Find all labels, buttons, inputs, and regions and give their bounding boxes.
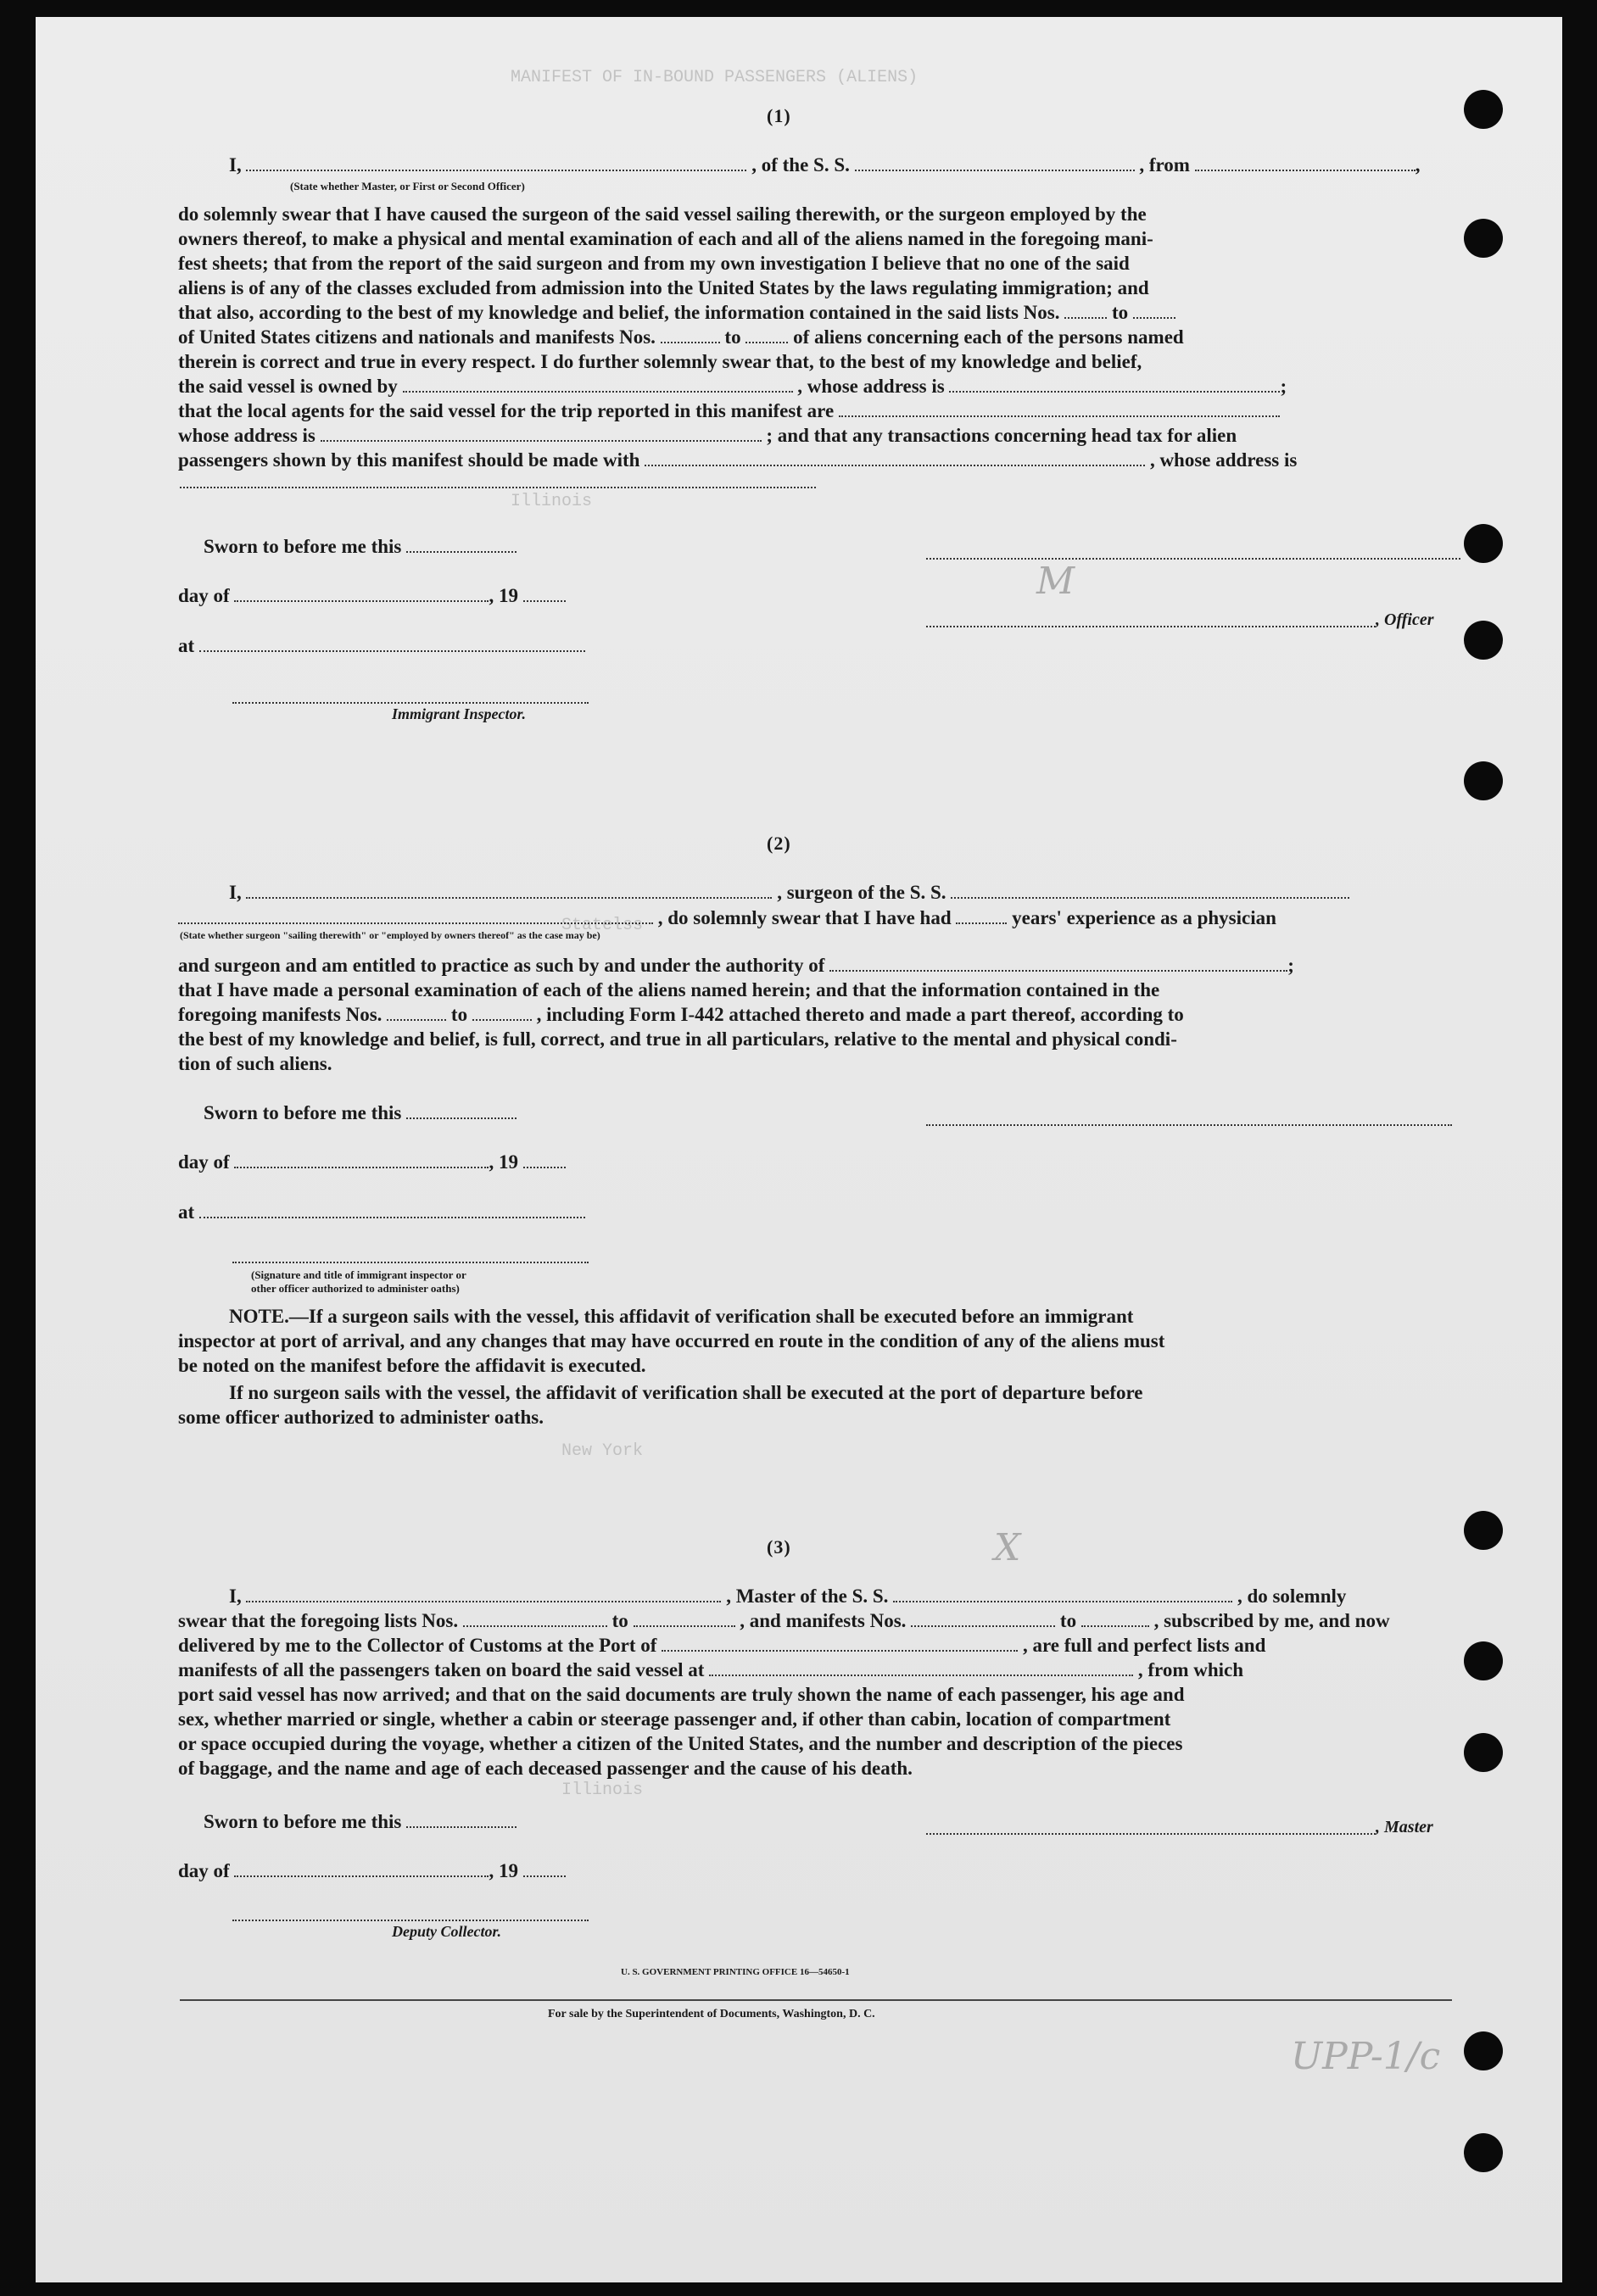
s2-inspector-line[interactable] <box>232 1260 589 1263</box>
s1-line-4: fest sheets; that from the report of the said surgeon and from my own investigation I believe that no one of the said <box>178 253 1130 274</box>
note-line-4: If no surgeon sails with the vessel, the affidavit of verification shall be executed at the port of departure before <box>229 1382 1143 1403</box>
s1-line-9: the said vessel is owned by , whose address is ; <box>178 376 1287 397</box>
s2-line-7: tion of such aliens. <box>178 1053 332 1074</box>
s3-line-7: or space occupied during the voyage, whether a citizen of the United States, and the number and description of the pieces <box>178 1733 1183 1754</box>
note-line-2: inspector at port of arrival, and any changes that may have occurred en route in the condition of any of the aliens must <box>178 1330 1165 1351</box>
s2-line-3: and surgeon and am entitled to practice as such by and under the authority of ; <box>178 955 1294 976</box>
punch-hole <box>1464 1511 1503 1550</box>
punch-hole <box>1464 524 1503 563</box>
master-label: , Master <box>1376 1818 1433 1836</box>
printing-office-mark: U. S. GOVERNMENT PRINTING OFFICE 16—54650-1 <box>621 1967 850 1977</box>
punch-hole <box>1464 219 1503 258</box>
punch-hole <box>1464 1733 1503 1772</box>
s1-sworn: Sworn to before me this <box>178 534 619 560</box>
s3-sworn: Sworn to before me this <box>178 1809 619 1835</box>
immigrant-inspector-label: Immigrant Inspector. <box>392 705 527 722</box>
s1-line-1: I, , of the S. S. , from , <box>229 154 1421 176</box>
footer-text: For sale by the Superintendent of Documents, Washington, D. C. <box>548 2008 875 2020</box>
note-line-5: some officer authorized to administer oaths. <box>178 1407 544 1428</box>
section-3-title: (3) <box>767 1536 791 1558</box>
footer-rule <box>180 1999 1452 2001</box>
document-page: MANIFEST OF IN-BOUND PASSENGERS (ALIENS) Illinois Statelss New York Illinois M X UPP-1/c (1) I, , of the S. S. , from , (State whether Master, or First or Second Officer) do solemnly swear that I have caused the surgeon of the said vessel sailing therewith, or the surgeon employed by the owners thereof, to make a physical and mental examination of each and all of the aliens named in the foregoing mani- fest sheets; that from the report of the said surgeon and from my own investigation I believe that no one of the said aliens is of any of the classes excluded from admission into the United States by the laws regulating immigration; and that also, according to the best of my knowledge and belief, the information contained in the said lists Nos. to of United States citizens and nationals and manifests Nos. to of aliens concerning each of the persons named therein is correct and true in every respect. I do further solemnly swear that, to the best of my knowledge and belief, the said vessel is owned by , whose address is ; that the local agents for the said vessel for the trip reported in this manifest are whose address is ; and that any transactions concerning head tax for alien passengers shown by this manifest should be made with , whose address is Sworn to before me this day of , 19 , Officer at Immigrant Inspector. (2) I, , surgeon of the S. S. , do solemnly swear that I have had years' experience as a physician (State whether surgeon "sailing therewith" or "employed by owners thereof" as the case may be) and surgeon and am entitled to practice as such by and under the authority of ; that I have made a personal examination of each of the aliens named herein; and that the information contained in the foregoing manifests Nos. to , including Form I-442 attached thereto and made a part thereof, according to the best of my knowledge and belief, is full, correct, and true in all particulars, relative to the mental and physical condi- tion of such aliens. Sworn to before me this day of , 19 at (Signature and title of immigrant inspector or other officer authorized to administer oaths) NOTE.—If a surgeon sails with the vessel, this affidavit of verification shall be executed before an immigrant inspector at port of arrival, and any changes that may have occurred en route in the condition of any of the aliens must be noted on the manifest before the affidavit is executed. If no surgeon sails with the vessel, the affidavit of verification shall be executed at the port of departure before some officer authorized to administer oaths. (3) I, , Master of the S. S. , do solemnly swear that the foregoing lists Nos. to , and manifests Nos. to , subscribed by me, and now delivered by me to the Collector of Customs at the Port of , are full and perfect lists and manifests of all the passengers taken on board the said vessel at , from which port said vessel has now arrived; and that on the said documents are truly shown the name of each passenger, his age and sex, whether married or single, whether a cabin or steerage passenger and, if other than cabin, location of compartment or space occupied during the voyage, whether a citizen of the United States, and the number and description of the pieces of baggage, and the name and age of each deceased passenger and the cause of his death. Sworn to before me this , Master day of , 19 Deputy Collector. U. S. GOVERNMENT PRINTING OFFICE 16—54650-1 For sale by the Superintendent of Documents, Washington, D. C. <box>36 17 1562 2282</box>
s2-line-1: I, , surgeon of the S. S. <box>178 880 1459 906</box>
s2-day: day of , 19 <box>178 1150 619 1175</box>
s1-day: day of , 19 <box>178 583 619 609</box>
officer-label: , Officer <box>1376 610 1434 629</box>
s3-line-5: port said vessel has now arrived; and that on the said documents are truly shown the name of each passenger, his age and <box>178 1684 1185 1705</box>
s3-line-2: swear that the foregoing lists Nos. to , and manifests Nos. to , subscribed by me, and now <box>178 1610 1390 1631</box>
deputy-collector-label: Deputy Collector. <box>392 1923 501 1940</box>
s1-line-7: of United States citizens and nationals and manifests Nos. to of aliens concerning each of the persons named <box>178 326 1184 348</box>
s3-line-4: manifests of all the passengers taken on board the said vessel at , from which <box>178 1659 1244 1680</box>
s3-line-6: sex, whether married or single, whether a cabin or steerage passenger and, if other than cabin, location of compartment <box>178 1708 1171 1730</box>
s2-caption: (State whether surgeon "sailing therewith" or "employed by owners thereof" as the case may be) <box>180 929 600 941</box>
s1-line-3: owners thereof, to make a physical and mental examination of each and all of the aliens named in the foregoing mani- <box>178 228 1153 249</box>
master-signature-line[interactable] <box>926 1831 1376 1835</box>
s1-at: at <box>178 633 619 659</box>
punch-hole <box>1464 2031 1503 2070</box>
s2-sig-caption-1: (Signature and title of immigrant inspector or <box>251 1268 466 1281</box>
s1-line-5: aliens is of any of the classes excluded from admission into the United States by the laws regulating immigration; and <box>178 277 1149 298</box>
s3-line-3: delivered by me to the Collector of Customs at the Port of , are full and perfect lists and <box>178 1635 1266 1656</box>
officer-signature-line[interactable] <box>926 556 1460 560</box>
s1-blank-line[interactable] <box>180 485 816 488</box>
s2-sworn: Sworn to before me this <box>178 1101 619 1126</box>
s1-line-11: whose address is ; and that any transactions concerning head tax for alien <box>178 425 1237 446</box>
section-2-title: (2) <box>767 833 791 854</box>
s1-line-8: therein is correct and true in every respect. I do further solemnly swear that, to the best of my knowledge and belief, <box>178 351 1142 372</box>
s3-day: day of , 19 <box>178 1859 619 1884</box>
punch-hole <box>1464 621 1503 660</box>
s2-line-4: that I have made a personal examination of each of the aliens named herein; and that the information contained in the <box>178 979 1160 1000</box>
s1-line-2: do solemnly swear that I have caused the surgeon of the said vessel sailing therewith, or the surgeon employed by the <box>178 203 1147 225</box>
punch-hole <box>1464 2133 1503 2172</box>
s2-line-2: , do solemnly swear that I have had years' experience as a physician <box>178 906 1459 931</box>
inspector-signature-line[interactable] <box>232 700 589 704</box>
s1-line-10: that the local agents for the said vessel for the trip reported in this manifest are <box>178 398 1459 424</box>
note-line-3: be noted on the manifest before the affidavit is executed. <box>178 1355 646 1376</box>
s2-at: at <box>178 1200 619 1225</box>
punch-hole <box>1464 90 1503 129</box>
s2-line-6: the best of my knowledge and belief, is full, correct, and true in all particulars, relative to the mental and physical condi- <box>178 1028 1177 1050</box>
s2-sig-caption-2: other officer authorized to administer oaths) <box>251 1282 460 1295</box>
officer-line[interactable] <box>926 624 1376 627</box>
s3-line-8: of baggage, and the name and age of each deceased passenger and the cause of his death. <box>178 1758 913 1779</box>
note-line-1: NOTE.—If a surgeon sails with the vessel, this affidavit of verification shall be executed before an immigrant <box>229 1306 1134 1327</box>
s2-line-5: foregoing manifests Nos. to , including Form I-442 attached thereto and made a part thereof, according to <box>178 1004 1184 1025</box>
collector-signature-line[interactable] <box>232 1918 589 1921</box>
s1-caption: (State whether Master, or First or Second Officer) <box>290 180 525 192</box>
punch-hole <box>1464 1641 1503 1680</box>
punch-hole <box>1464 761 1503 800</box>
s2-signature-line[interactable] <box>926 1123 1452 1126</box>
s3-line-1: I, , Master of the S. S. , do solemnly <box>229 1585 1347 1607</box>
section-1-title: (1) <box>767 105 791 126</box>
s1-line-12: passengers shown by this manifest should be made with , whose address is <box>178 449 1298 471</box>
s1-line-6: that also, according to the best of my knowledge and belief, the information contained in the said lists Nos. to <box>178 300 1459 326</box>
